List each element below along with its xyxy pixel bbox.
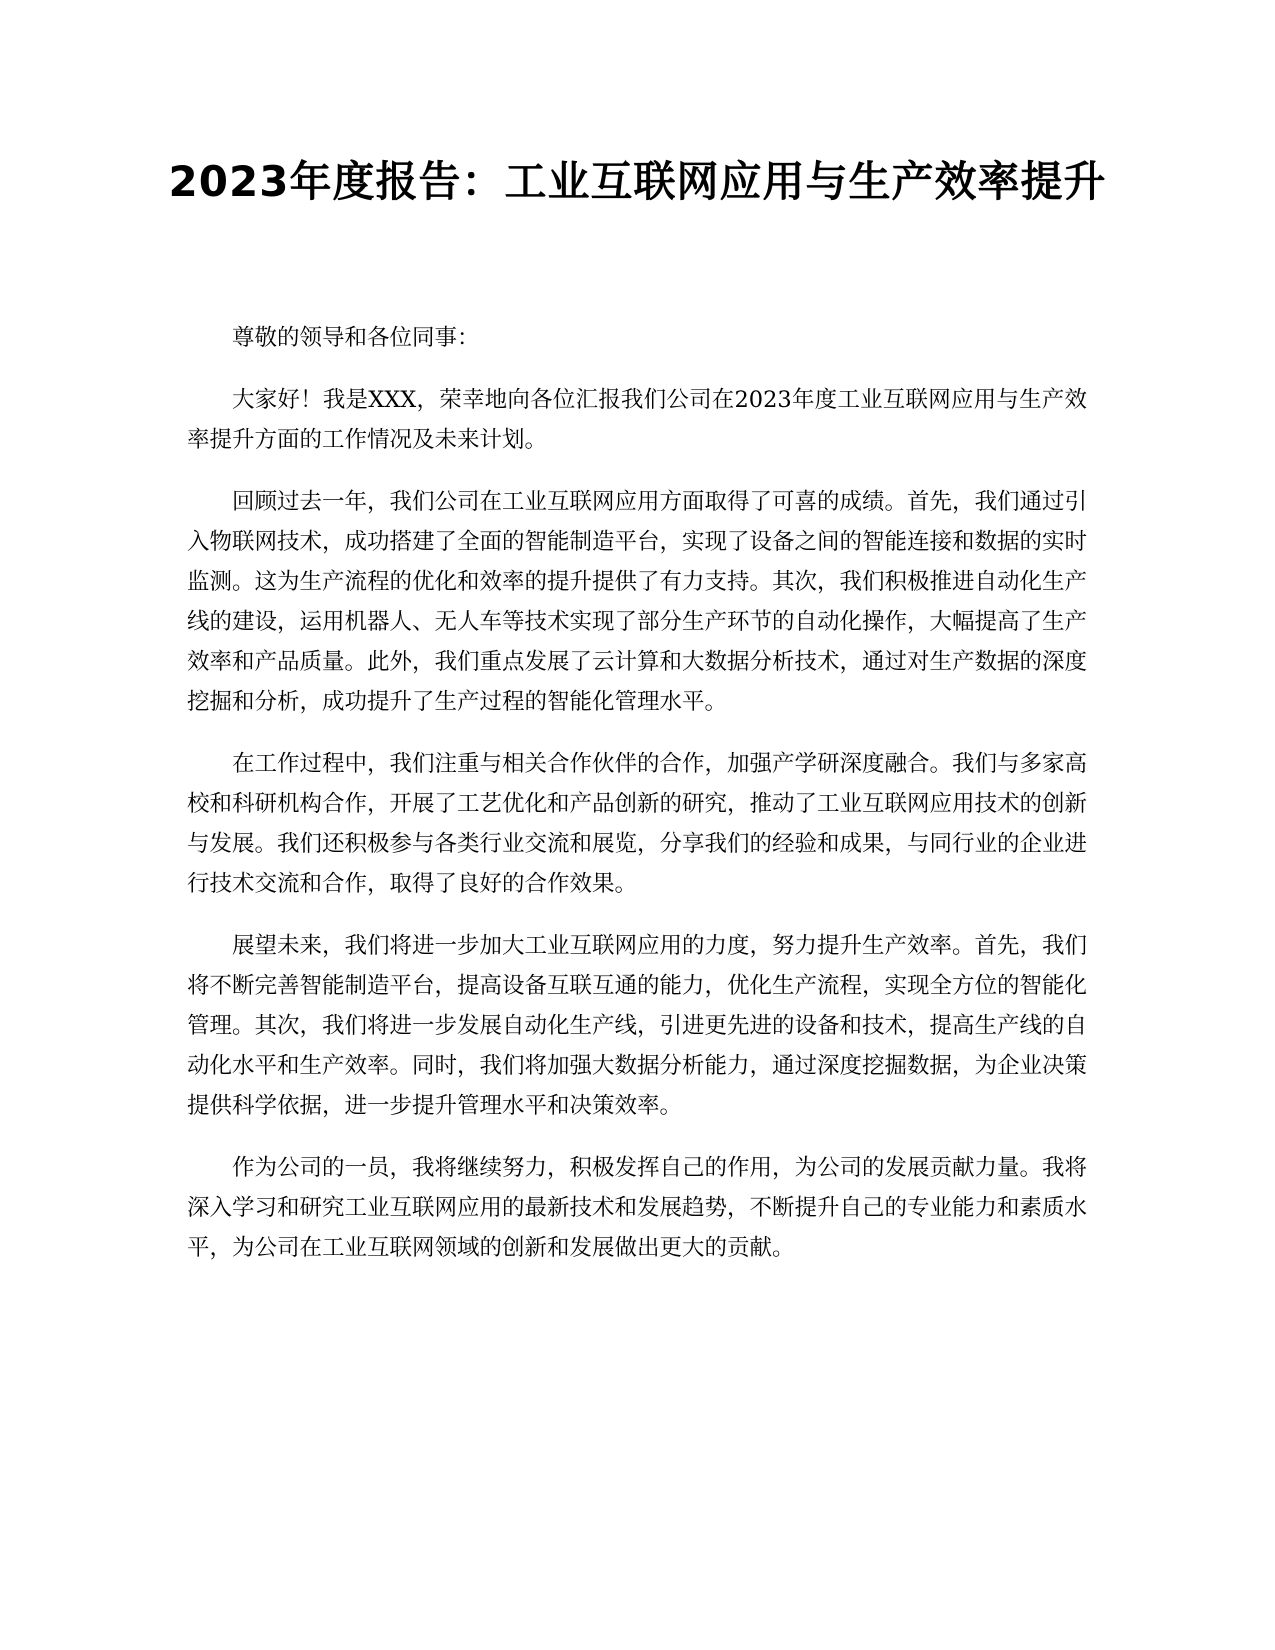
paragraph-introduction: 大家好！我是XXX，荣幸地向各位汇报我们公司在2023年度工业互联网应用与生产效率提升方面的工作情况及未来计划。 (187, 387, 1087, 453)
paragraph-outlook: 展望未来，我们将进一步加大工业互联网应用的力度，努力提升生产效率。首先，我们将不断完善智能制造平台，提高设备互联互通的能力，优化生产流程，实现全方位的智能化管理。其次，我们将进一步发展自动化生产线，引进更先进的设备和技术，提高生产线的自动化水平和生产效率。同时，我们将加强大数据分析能力，通过深度挖掘数据，为企业决策提供科学依据，进一步提升管理水平和决策效率。 (187, 933, 1088, 1119)
document-body (187, 318, 1087, 1290)
paragraph-cooperation: 在工作过程中，我们注重与相关合作伙伴的合作，加强产学研深度融合。我们与多家高校和科研机构合作，开展了工艺优化和产品创新的研究，推动了工业互联网应用技术的创新与发展。我们还积极参与各类行业交流和展览，分享我们的经验和成果，与同行业的企业进行技术交流和合作，取得了良好的合作效果。 (187, 751, 1088, 897)
paragraph-greeting: 尊敬的领导和各位同事： (232, 325, 480, 351)
paragraph-review: 回顾过去一年，我们公司在工业互联网应用方面取得了可喜的成绩。首先，我们通过引入物联网技术，成功搭建了全面的智能制造平台，实现了设备之间的智能连接和数据的实时监测。这为生产流程的优化和效率的提升提供了有力支持。其次，我们积极推进自动化生产线的建设，运用机器人、无人车等技术实现了部分生产环节的自动化操作，大幅提高了生产效率和产品质量。此外，我们重点发展了云计算和大数据分析技术，通过对生产数据的深度挖掘和分析，成功提升了生产过程的智能化管理水平。 (187, 489, 1088, 715)
document-title: 2023年度报告：工业互联网应用与生产效率提升 (168, 157, 1107, 206)
paragraph-commitment: 作为公司的一员，我将继续努力，积极发挥自己的作用，为公司的发展贡献力量。我将深入学习和研究工业互联网应用的最新技术和发展趋势，不断提升自己的专业能力和素质水平，为公司在工业互联网领域的创新和发展做出更大的贡献。 (187, 1155, 1088, 1261)
